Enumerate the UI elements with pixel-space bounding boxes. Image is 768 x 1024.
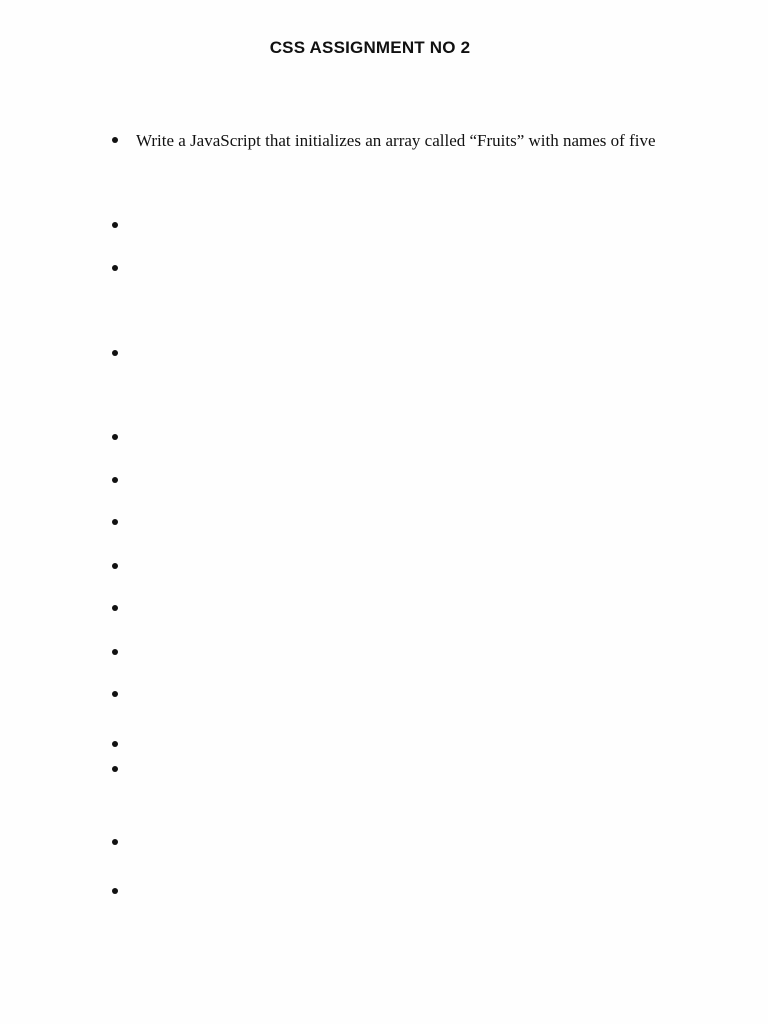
bullet-icon	[112, 691, 118, 697]
bullet-icon	[112, 563, 118, 569]
bullet-icon	[112, 350, 118, 356]
list-item	[112, 344, 118, 364]
page-title: CSS ASSIGNMENT NO 2	[269, 38, 471, 57]
list-item	[112, 513, 118, 533]
bullet-icon	[112, 477, 118, 483]
bullet-icon	[112, 519, 118, 525]
list-item	[112, 471, 118, 491]
list-item	[112, 259, 118, 279]
bullet-icon	[112, 137, 118, 143]
list-item	[112, 735, 118, 755]
bullet-icon	[112, 741, 118, 747]
list-item	[112, 599, 118, 619]
bullet-icon	[112, 222, 118, 228]
bullet-icon	[112, 766, 118, 772]
list-item-text: Write a JavaScript that initializes an array called “Fruits” with names of five	[136, 131, 656, 150]
list-item	[112, 760, 118, 780]
list-item	[112, 131, 656, 151]
bullet-icon	[112, 605, 118, 611]
bullet-icon	[112, 649, 118, 655]
bullet-icon	[112, 839, 118, 845]
bullet-icon	[112, 434, 118, 440]
list-item	[112, 557, 118, 577]
bullet-icon	[112, 888, 118, 894]
list-item	[112, 685, 118, 705]
list-item	[112, 833, 118, 853]
list-item	[112, 643, 118, 663]
list-item	[112, 428, 118, 448]
list-item	[112, 882, 118, 902]
bullet-icon	[112, 265, 118, 271]
list-item	[112, 216, 118, 236]
